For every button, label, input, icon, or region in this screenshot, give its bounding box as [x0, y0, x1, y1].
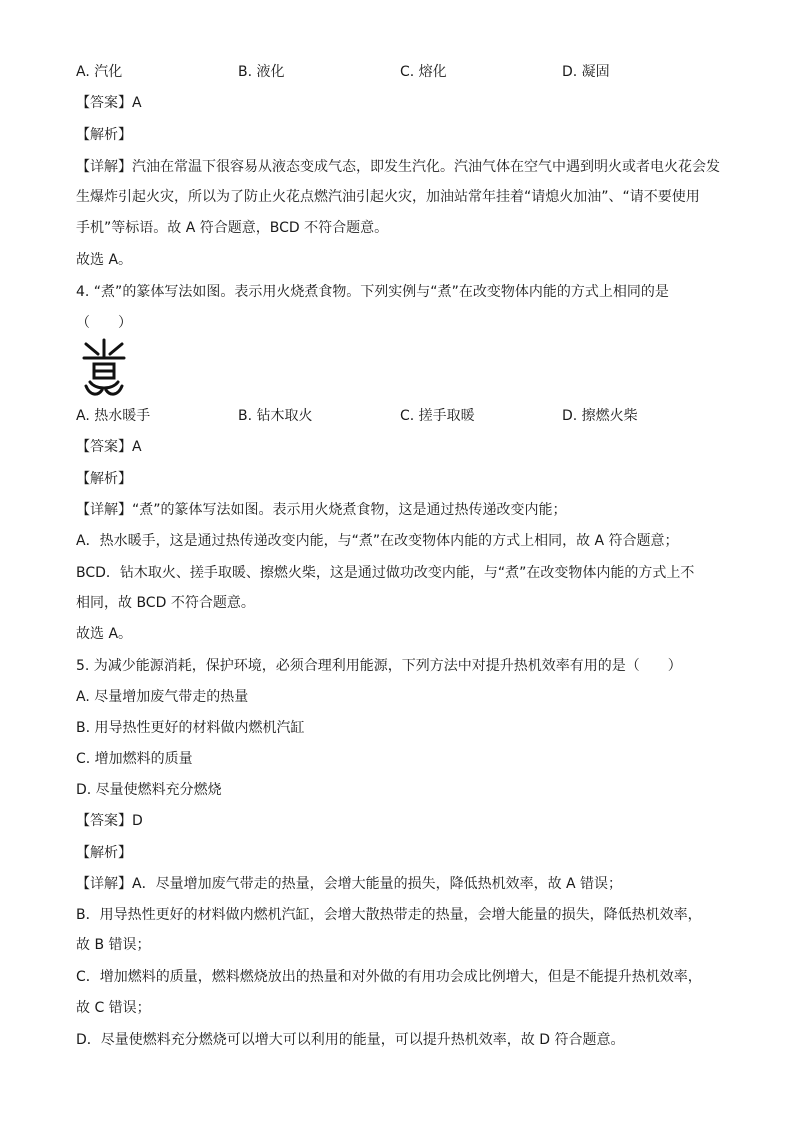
q4-option-c: C. 搓手取暖	[400, 408, 475, 424]
q5-detail-line-4: C．增加燃料的质量，燃料燃烧放出的热量和对外做的有用功会成比例增大，但是不能提升热机效率，	[76, 969, 702, 985]
q5-detail-line-1: 【详解】A．尽量增加废气带走的热量，会增大能量的损失，降低热机效率，故 A 错误；	[76, 876, 623, 892]
q5-option-b: B. 用导热性更好的材料做内燃机汽缸	[76, 720, 305, 736]
q3-option-a: A. 汽化	[76, 64, 123, 80]
q3-detail-line-3: 手机”等标语。故 A 符合题意，BCD 不符合题意。	[76, 220, 389, 236]
q4-option-a: A. 热水暖手	[76, 408, 151, 424]
q4-option-b: B. 钻木取火	[238, 408, 313, 424]
q4-detail-line-1: 【详解】“煮”的篆体写法如图。表示用火烧煮食物，这是通过热传递改变内能；	[76, 502, 567, 518]
q5-stem: 5. 为减少能源消耗，保护环境，必须合理利用能源，下列方法中对提升热机效率有用的是（ ）	[76, 658, 682, 674]
q5-answer: 【答案】D	[76, 813, 143, 829]
q3-option-d: D. 凝固	[562, 64, 610, 80]
q4-stem-line-1: 4. “煮”的篆体写法如图。表示用火烧煮食物。下列实例与“煮”在改变物体内能的方式上相同的是	[76, 284, 669, 300]
q4-detail-line-2: A．热水暖手，这是通过热传递改变内能，与“煮”在改变物体内能的方式上相同，故 A 符合题意；	[76, 533, 679, 549]
q3-detail-line-1: 【详解】汽油在常温下很容易从液态变成气态，即发生汽化。汽油气体在空气中遇到明火或者电火花会发	[76, 159, 720, 175]
q5-detail-line-2: B．用导热性更好的材料做内燃机汽缸，会增大散热带走的热量，会增大能量的损失，降低热机效率，	[76, 907, 702, 923]
q4-detail-line-3: BCD．钻木取火、搓手取暖、擦燃火柴，这是通过做功改变内能，与“煮”在改变物体内能的方式上不	[76, 565, 695, 581]
q3-analysis-heading: 【解析】	[76, 127, 132, 143]
seal-script-zhu-image	[80, 338, 128, 398]
q3-detail-line-2: 生爆炸引起火灾，所以为了防止火花点燃汽油引起火灾，加油站常年挂着“请熄火加油”、“请不要使用	[76, 189, 700, 205]
q3-option-b: B. 液化	[238, 64, 285, 80]
q5-option-d: D. 尽量使燃料充分燃烧	[76, 782, 222, 798]
q3-option-c: C. 熔化	[400, 64, 447, 80]
q5-detail-line-3: 故 B 错误；	[76, 937, 151, 953]
q4-conclusion: 故选 A。	[76, 626, 133, 642]
q5-analysis-heading: 【解析】	[76, 845, 132, 861]
q4-analysis-heading: 【解析】	[76, 471, 132, 487]
q3-conclusion: 故选 A。	[76, 252, 133, 268]
q4-detail-line-4: 相同，故 BCD 不符合题意。	[76, 595, 255, 611]
q4-option-d: D. 擦燃火柴	[562, 408, 638, 424]
q5-detail-line-5: 故 C 错误；	[76, 1000, 151, 1016]
q3-answer: 【答案】A	[76, 95, 142, 111]
q4-stem-line-2: （ ）	[76, 315, 132, 331]
q4-answer: 【答案】A	[76, 439, 142, 455]
q5-detail-line-6: D．尽量使燃料充分燃烧可以增大可以利用的能量，可以提升热机效率，故 D 符合题意。	[76, 1032, 625, 1048]
q5-option-c: C. 增加燃料的质量	[76, 751, 193, 767]
q5-option-a: A. 尽量增加废气带走的热量	[76, 689, 249, 705]
